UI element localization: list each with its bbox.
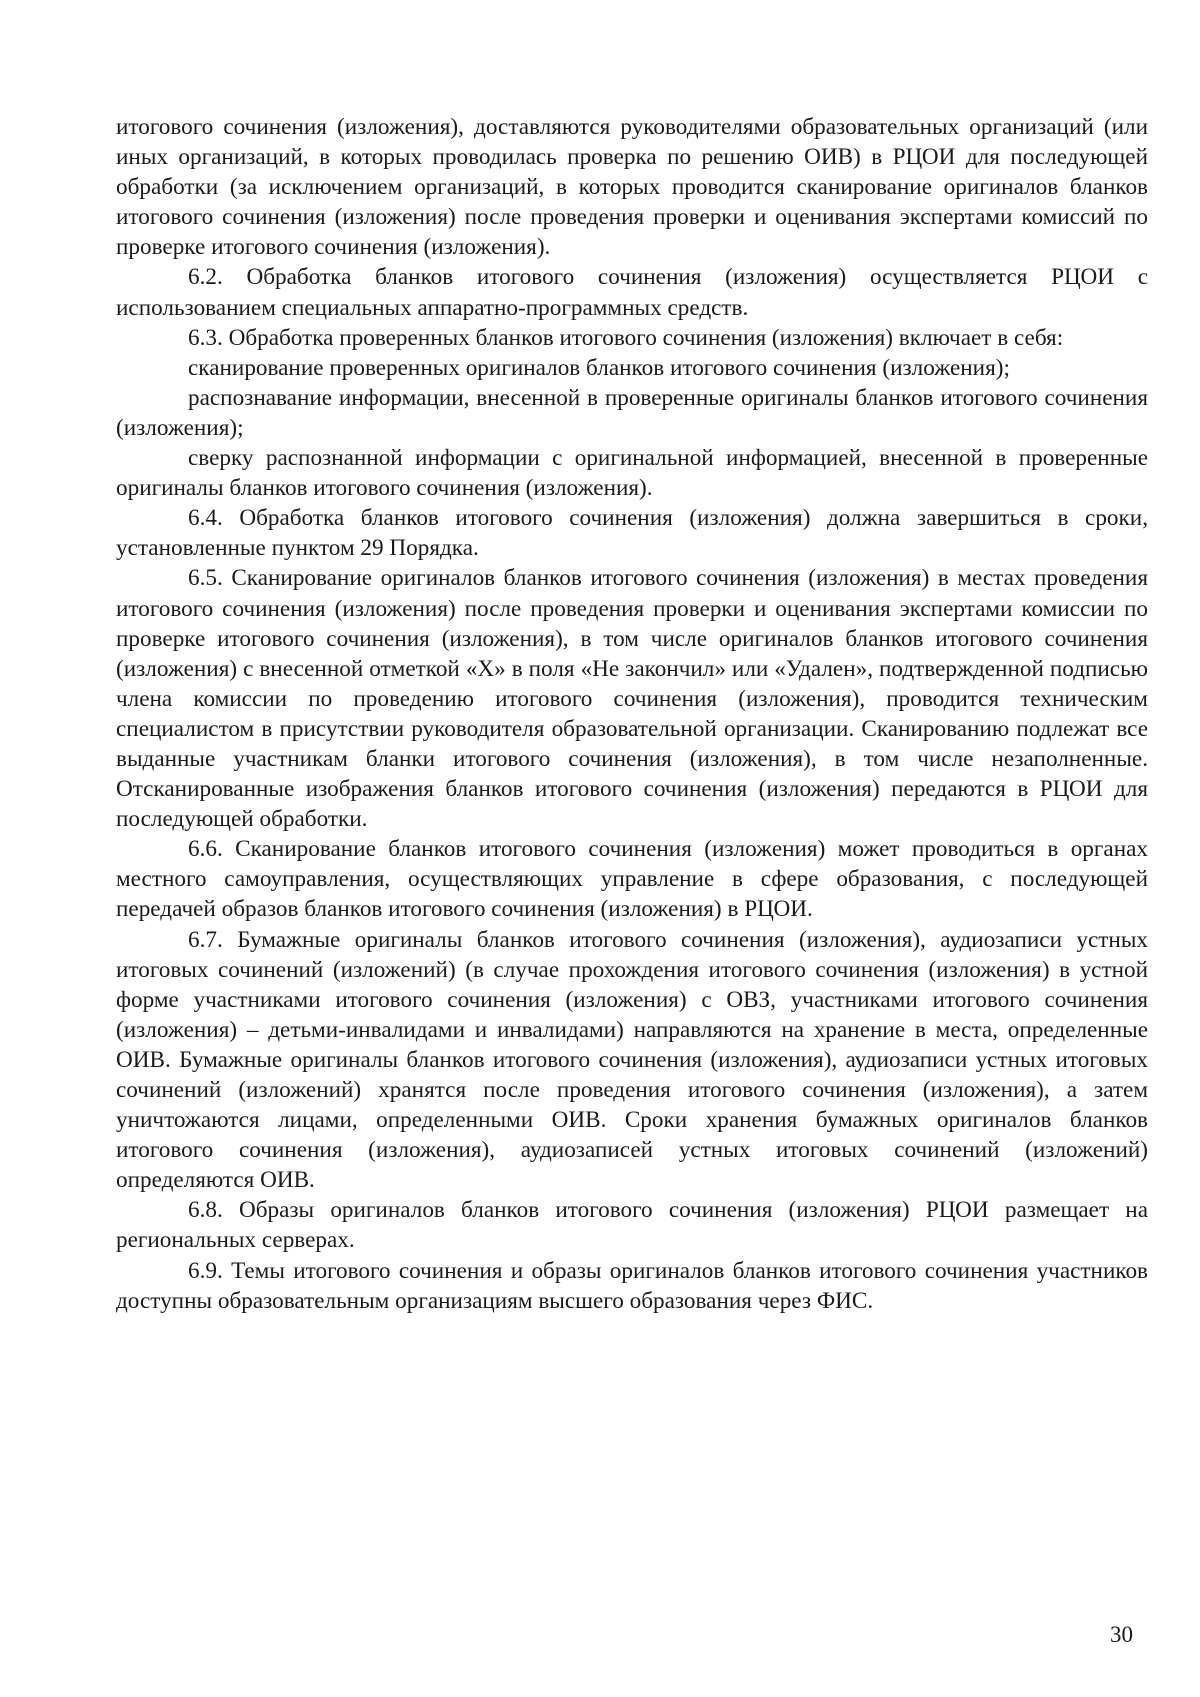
list-item-recognition: распознавание информации, внесенной в проверенные оригиналы бланков итогового сочинения (изложения);	[116, 384, 1148, 441]
paragraph-6-7: 6.7. Бумажные оригиналы бланков итогового сочинения (изложения), аудиозаписи устных итоговых сочинений (изложений) (в случае прохождения итогового сочинения (изложения) в устной форме участниками итогового сочинения (изложения) с ОВЗ, участниками итогового сочинения (изложения) – детьми-инвалидами и инвалидами) направляются на хранение в места, определенные ОИВ. Бумажные оригиналы бланков итогового сочинения (изложения), аудиозаписи устных итоговых сочинений (изложений) хранятся после проведения итогового сочинения (изложения), а затем уничтожаются лицами, определенными ОИВ. Сроки хранения бумажных оригиналов бланков итогового сочинения (изложения), аудиозаписей устных итоговых сочинений (изложений) определяются ОИВ.	[116, 926, 1148, 1194]
paragraph-6-2: 6.2. Обработка бланков итогового сочинения (изложения) осуществляется РЦОИ с использованием специальных аппаратно-программных средств.	[116, 264, 1148, 321]
document-body	[116, 112, 1148, 1316]
paragraph-continuation: итогового сочинения (изложения), доставляются руководителями образовательных организаций (или иных организаций, в которых проводилась проверка по решению ОИВ) в РЦОИ для последующей обработки (за исключением организаций, в которых проводится сканирование оригиналов бланков итогового сочинения (изложения) после проведения проверки и оценивания экспертами комиссий по проверке итогового сочинения (изложения).	[116, 114, 1148, 261]
paragraph-6-4: 6.4. Обработка бланков итогового сочинения (изложения) должна завершиться в сроки, установленные пунктом 29 Порядка.	[116, 505, 1148, 562]
list-item-verification: сверку распознанной информации с оригинальной информацией, внесенной в проверенные оригиналы бланков итогового сочинения (изложения).	[116, 445, 1148, 502]
paragraph-6-5: 6.5. Сканирование оригиналов бланков итогового сочинения (изложения) в местах проведения итогового сочинения (изложения) после проведения проверки и оценивания экспертами комиссии по проверке итогового сочинения (изложения), в том числе оригиналов бланков итогового сочинения (изложения) с внесенной отметкой «Х» в поля «Не закончил» или «Удален», подтвержденной подписью члена комиссии по проведению итогового сочинения (изложения), проводится техническим специалистом в присутствии руководителя образовательной организации. Сканированию подлежат все выданные участникам бланки итогового сочинения (изложения), в том числе незаполненные. Отсканированные изображения бланков итогового сочинения (изложения) передаются в РЦОИ для последующей обработки.	[116, 565, 1148, 833]
paragraph-6-8: 6.8. Образы оригиналов бланков итогового сочинения (изложения) РЦОИ размещает на региональных серверах.	[116, 1197, 1148, 1254]
paragraph-6-9: 6.9. Темы итогового сочинения и образы оригиналов бланков итогового сочинения участников доступны образовательным организациям высшего образования через ФИС.	[116, 1257, 1148, 1314]
paragraph-6-6: 6.6. Сканирование бланков итогового сочинения (изложения) может проводиться в органах местного самоуправления, осуществляющих управление в сфере образования, с последующей передачей образов бланков итогового сочинения (изложения) в РЦОИ.	[116, 836, 1148, 923]
paragraph-6-3: 6.3. Обработка проверенных бланков итогового сочинения (изложения) включает в себя:	[188, 324, 1064, 351]
list-item-scanning: сканирование проверенных оригиналов бланков итогового сочинения (изложения);	[188, 354, 1010, 381]
page-number: 30	[1110, 1622, 1133, 1647]
